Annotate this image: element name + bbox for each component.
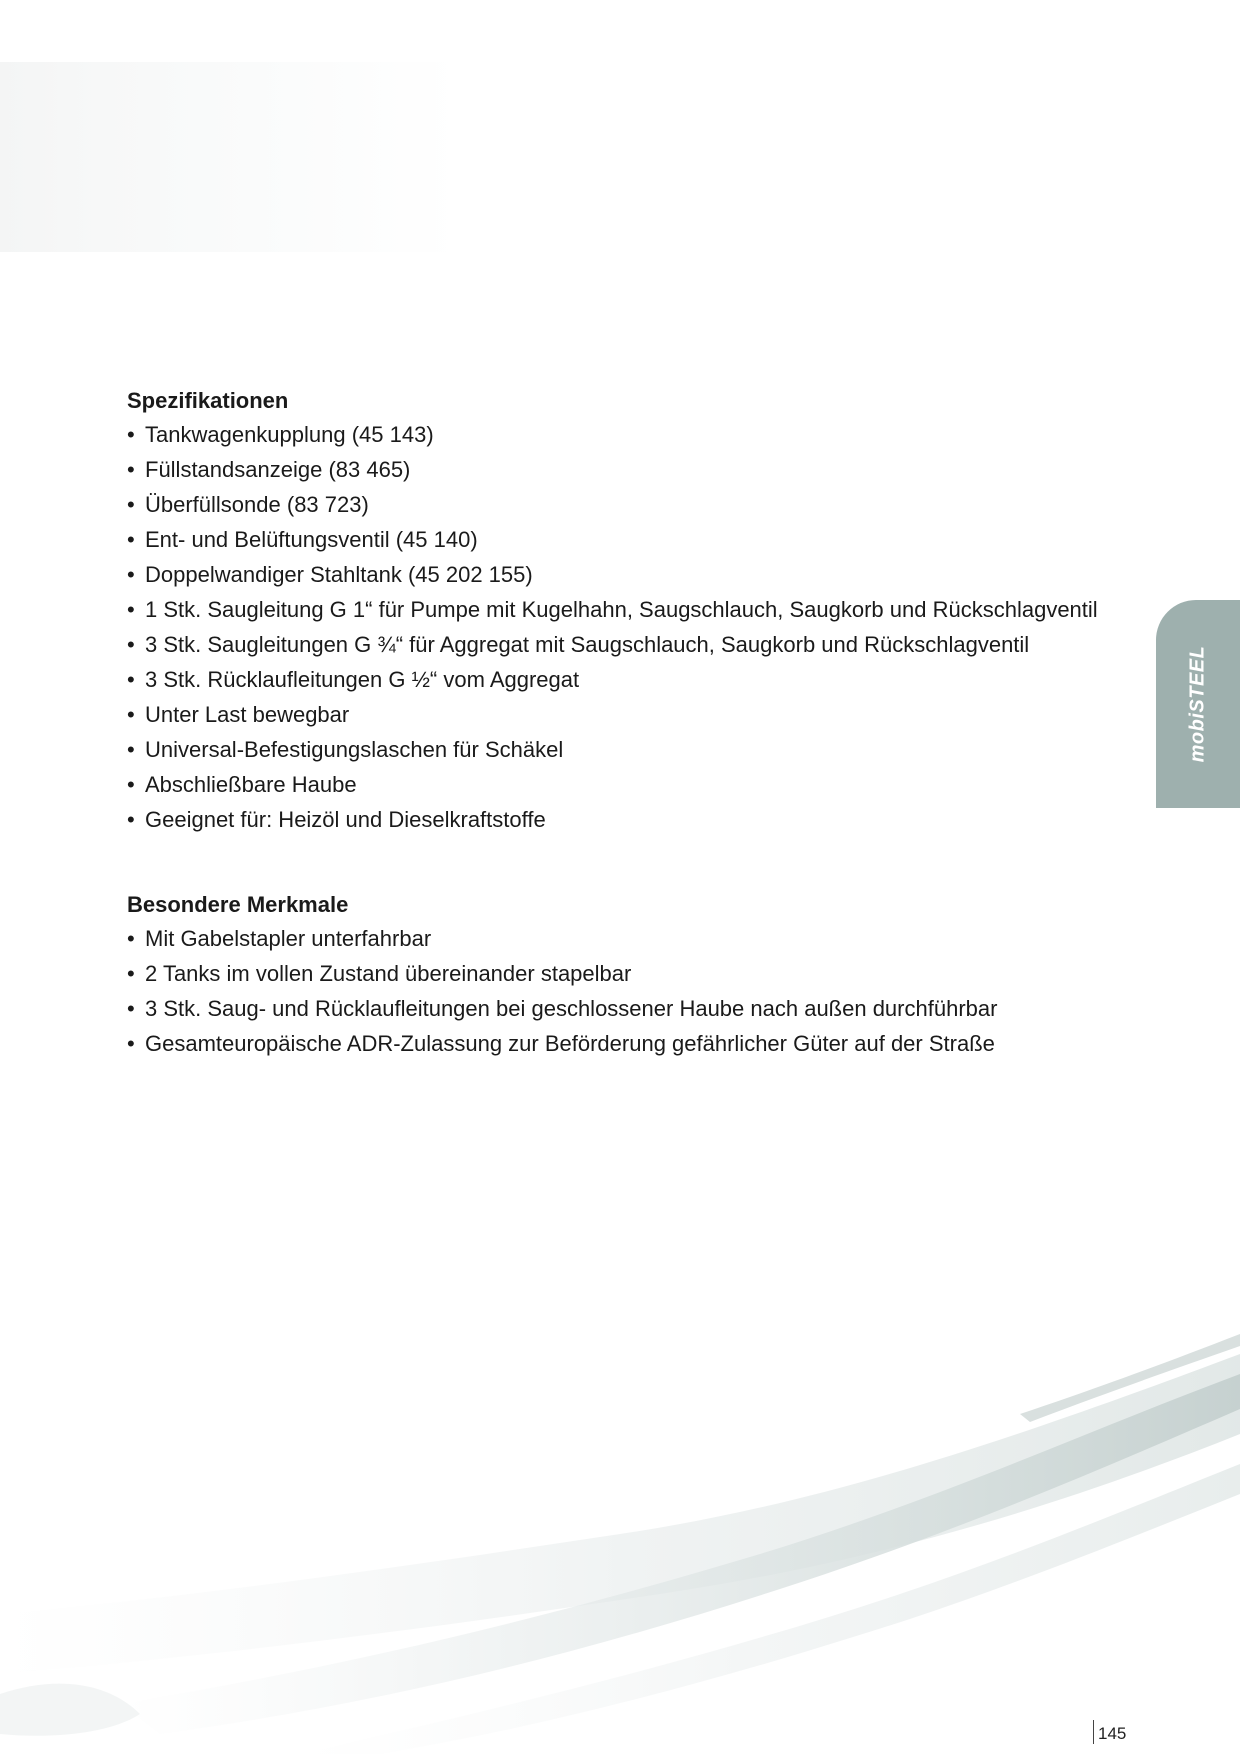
list-item: • Mit Gabelstapler unterfahrbar xyxy=(127,924,1107,954)
list-item: • Abschließbare Haube xyxy=(127,770,1107,800)
list-item: • 1 Stk. Saugleitung G 1“ für Pumpe mit Kugelhahn, Saugschlauch, Saugkorb und Rückschlagventil xyxy=(127,595,1107,625)
bullet-icon: • xyxy=(127,737,135,762)
list-item: • Füllstandsanzeige (83 465) xyxy=(127,455,1107,485)
list-item: • Tankwagenkupplung (45 143) xyxy=(127,420,1107,450)
bullet-icon: • xyxy=(127,492,135,517)
bullet-icon: • xyxy=(127,632,135,657)
bullet-icon: • xyxy=(127,422,135,447)
list-item: • Überfüllsonde (83 723) xyxy=(127,490,1107,520)
list-item: • Geeignet für: Heizöl und Dieselkraftstoffe xyxy=(127,805,1107,835)
water-splash-decoration xyxy=(0,1234,1240,1754)
list-item: • Universal-Befestigungslaschen für Schäkel xyxy=(127,735,1107,765)
bullet-icon: • xyxy=(127,961,135,986)
list-item: • 2 Tanks im vollen Zustand übereinander stapelbar xyxy=(127,959,1107,989)
bullet-icon: • xyxy=(127,926,135,951)
page-number: 145 xyxy=(1098,1724,1127,1743)
side-tab-label: mobiSTEEL xyxy=(1186,645,1209,763)
bullet-icon: • xyxy=(127,1031,135,1056)
main-content xyxy=(127,386,1107,1064)
spezifikationen-heading: Spezifikationen xyxy=(127,388,289,413)
list-item: • 3 Stk. Saug- und Rücklaufleitungen bei geschlossener Haube nach außen durchführbar xyxy=(127,994,1107,1024)
list-item: • 3 Stk. Saugleitungen G ¾“ für Aggregat mit Saugschlauch, Saugkorb und Rückschlagventil xyxy=(127,630,1107,660)
section-spacer xyxy=(127,840,1107,890)
merkmale-list xyxy=(127,924,1107,1059)
list-item: • Doppelwandiger Stahltank (45 202 155) xyxy=(127,560,1107,590)
bullet-icon: • xyxy=(127,667,135,692)
list-item: • Gesamteuropäische ADR-Zulassung zur Beförderung gefährlicher Güter auf der Straße xyxy=(127,1029,1107,1059)
header-background-fade xyxy=(0,62,460,252)
bullet-icon: • xyxy=(127,702,135,727)
list-item: • Ent- und Belüftungsventil (45 140) xyxy=(127,525,1107,555)
spezifikationen-list xyxy=(127,420,1107,835)
bullet-icon: • xyxy=(127,772,135,797)
bullet-icon: • xyxy=(127,457,135,482)
bullet-icon: • xyxy=(127,807,135,832)
list-item: • Unter Last bewegbar xyxy=(127,700,1107,730)
bullet-icon: • xyxy=(127,527,135,552)
list-item: • 3 Stk. Rücklaufleitungen G ½“ vom Aggregat xyxy=(127,665,1107,695)
page-number-divider xyxy=(1093,1720,1094,1744)
merkmale-heading: Besondere Merkmale xyxy=(127,892,349,917)
bullet-icon: • xyxy=(127,562,135,587)
side-tab-mobisteel xyxy=(1156,600,1240,808)
bullet-icon: • xyxy=(127,996,135,1021)
bullet-icon: • xyxy=(127,597,135,622)
